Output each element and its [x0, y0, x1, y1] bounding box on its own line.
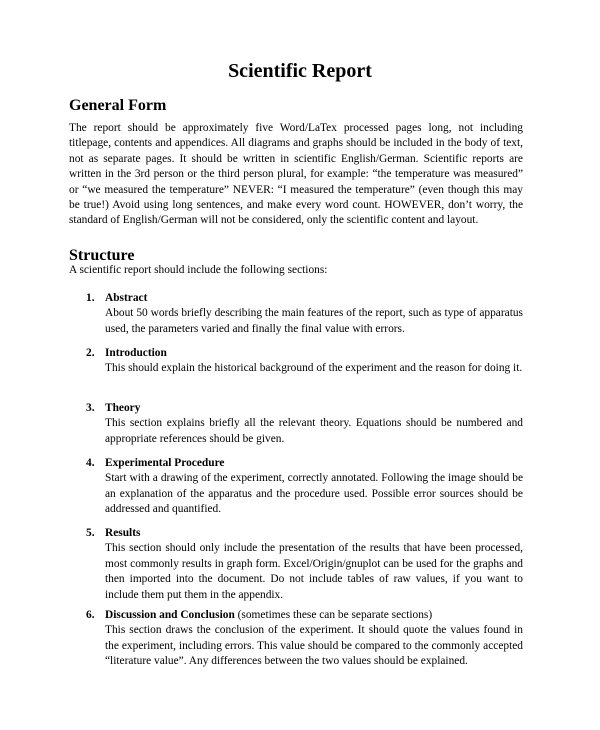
list-item-number: 5.: [86, 527, 95, 539]
list-item-title-text: Results: [105, 527, 141, 539]
list-item-body: This section draws the conclusion of the experiment. It should quote the values found in the experiment, including errors. This value should be compared to the commonly accepted “literature value”. Any differences between the two values should be explained.: [105, 624, 523, 668]
list-item-number: 6.: [86, 609, 95, 621]
list-item-title: [105, 456, 224, 471]
list-item-title-text: Theory: [105, 402, 141, 414]
list-item-header: [86, 608, 523, 623]
list-item-number: 2.: [86, 347, 95, 359]
list-item-results: [86, 526, 523, 603]
general-form-paragraph: The report should be approximately five Word/LaTex processed pages long, not including titlepage, contents and appendices. All diagrams and graphs should be included in the body of text, not as separate pages. It should be written in scientific English/German. Scientific reports are written in the 3rd person or the third person plural, for example: “the temperature was measured” or “we measured the temperature” NEVER: “I measured the temperature” (even though this may be true!) Avoid using long sentences, and make every word count. HOWEVER, don’t worry, the standard of English/German will not be considered, only the scientific content and layout.: [69, 122, 523, 227]
list-item-title: [105, 526, 140, 541]
list-item-body: Start with a drawing of the experiment, correctly annotated. Following the image should be an explanation of the apparatus and the procedure used. Possible error sources should be addressed and quantified.: [105, 472, 523, 516]
list-item-experimental-procedure: [86, 456, 523, 518]
list-item-title: [105, 346, 167, 361]
list-item-title: [105, 401, 140, 416]
list-item-body: About 50 words briefly describing the main features of the report, such as type of apparatus used, the parameters varied and finally the final value with errors.: [105, 307, 523, 335]
general-form-heading: General Form: [69, 97, 167, 114]
structure-intro: A scientific report should include the following sections:: [69, 264, 328, 276]
list-item-title: [105, 291, 147, 306]
list-item-number: 4.: [86, 457, 95, 469]
list-item-introduction: [86, 346, 523, 377]
page-title: Scientific Report: [228, 60, 372, 82]
list-item-body: This section explains briefly all the relevant theory. Equations should be numbered and appropriate references should be given.: [105, 417, 523, 445]
list-item-number: 1.: [86, 292, 95, 304]
list-item-header: [86, 346, 523, 361]
list-item-header: [86, 526, 523, 541]
list-item-header: [86, 291, 523, 306]
list-item-number: 3.: [86, 402, 95, 414]
list-item-title-text: Introduction: [105, 347, 167, 359]
list-item-title: [105, 608, 432, 623]
list-item-header: [86, 456, 523, 471]
list-item-discussion-conclusion: [86, 608, 523, 670]
list-item-body: This should explain the historical background of the experiment and the reason for doing it.: [105, 362, 523, 375]
list-item-title-text: Experimental Procedure: [105, 457, 225, 469]
list-item-abstract: [86, 291, 523, 337]
list-item-title-text: Discussion and Conclusion: [105, 609, 235, 621]
list-item-note: (sometimes these can be separate sections): [234, 609, 433, 621]
list-item-header: [86, 401, 523, 416]
structure-heading: Structure: [69, 247, 135, 264]
list-item-body: This section should only include the presentation of the results that have been processed, most commonly results in graph form. Excel/Origin/gnuplot can be used for the graphs and then imported into the document. Do not include tables of raw values, if you want to include them put them in the appendix.: [105, 542, 523, 601]
list-item-title-text: Abstract: [105, 292, 148, 304]
list-item-theory: [86, 401, 523, 447]
